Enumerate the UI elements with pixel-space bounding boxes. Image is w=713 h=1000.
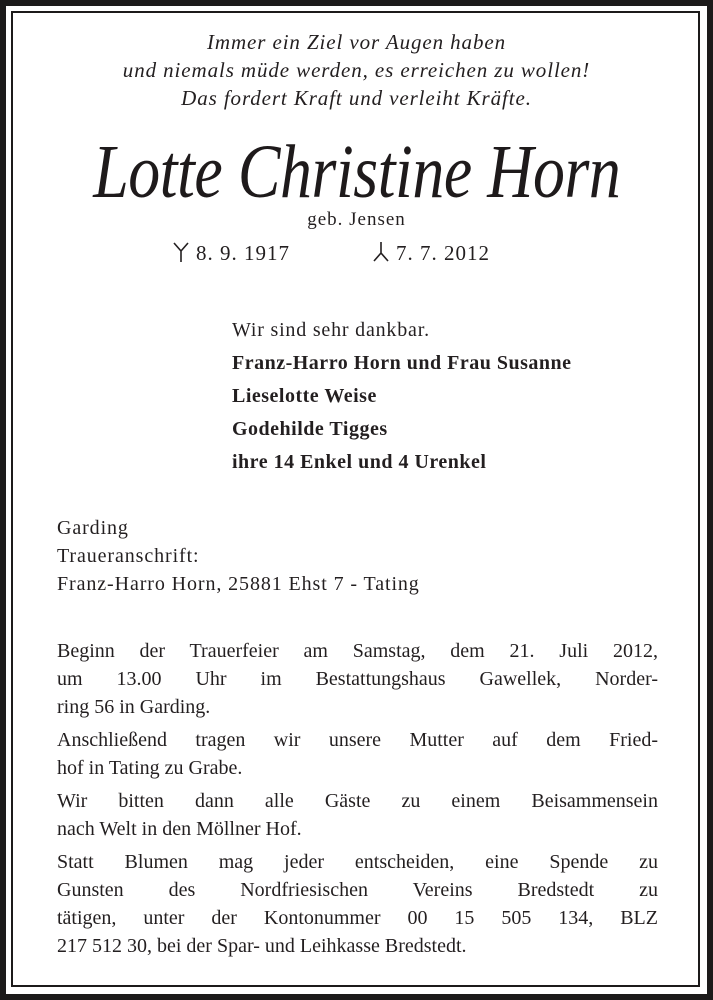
death-date: 7. 7. 2012	[396, 241, 490, 265]
birth-date-block	[172, 240, 290, 266]
family-member: Franz-Harro Horn und Frau Susanne	[232, 352, 572, 374]
poem-line: Immer ein Ziel vor Augen haben	[207, 30, 506, 54]
family-block	[232, 317, 572, 479]
deceased-name: Lotte Christine Horn	[92, 130, 621, 214]
text-line: 217 512 30, bei der Spar- und Leihkasse Bredstedt.	[57, 935, 467, 957]
death-date-block	[372, 240, 490, 266]
address-place: Garding	[57, 517, 129, 539]
paragraph-burial	[57, 726, 658, 782]
service-details	[57, 637, 658, 965]
family-member: Lieselotte Weise	[232, 385, 377, 407]
paragraph-ceremony	[57, 637, 658, 721]
address-block	[57, 514, 420, 598]
address-line: Franz-Harro Horn, 25881 Ehst 7 - Tating	[57, 573, 420, 595]
life-rune-icon	[172, 242, 190, 262]
text-line: Anschließend tragen wir unsere Mutter auf dem Fried-	[57, 729, 658, 751]
family-member: ihre 14 Enkel und 4 Urenkel	[232, 451, 487, 473]
poem-line: Das fordert Kraft und verleiht Kräfte.	[181, 86, 532, 110]
paragraph-gathering	[57, 787, 658, 843]
text-line: Gunsten des Nordfriesischen Vereins Bredstedt zu	[57, 879, 658, 901]
address-label: Traueranschrift:	[57, 545, 200, 567]
paragraph-donation	[57, 848, 658, 960]
text-line: Wir bitten dann alle Gäste zu einem Beisammensein	[57, 790, 658, 812]
text-line: tätigen, unter der Kontonummer 00 15 505 134, BLZ	[57, 907, 658, 929]
family-member: Godehilde Tigges	[232, 418, 388, 440]
text-line: Statt Blumen mag jeder entscheiden, eine Spende zu	[57, 851, 658, 873]
text-line: ring 56 in Garding.	[57, 696, 211, 718]
maiden-name: geb. Jensen	[307, 209, 406, 230]
text-line: hof in Tating zu Grabe.	[57, 757, 243, 779]
text-line: Beginn der Trauerfeier am Samstag, dem 21. Juli 2012,	[57, 640, 658, 662]
birth-date: 8. 9. 1917	[196, 241, 290, 265]
deceased-name-block	[0, 132, 713, 212]
thanks-line: Wir sind sehr dankbar.	[232, 319, 430, 341]
text-line: um 13.00 Uhr im Bestattungshaus Gawellek, Norder-	[57, 668, 658, 690]
poem	[0, 28, 713, 112]
text-line: nach Welt in den Möllner Hof.	[57, 818, 302, 840]
death-rune-icon	[372, 242, 390, 262]
poem-line: und niemals müde werden, es erreichen zu wollen!	[122, 58, 591, 82]
